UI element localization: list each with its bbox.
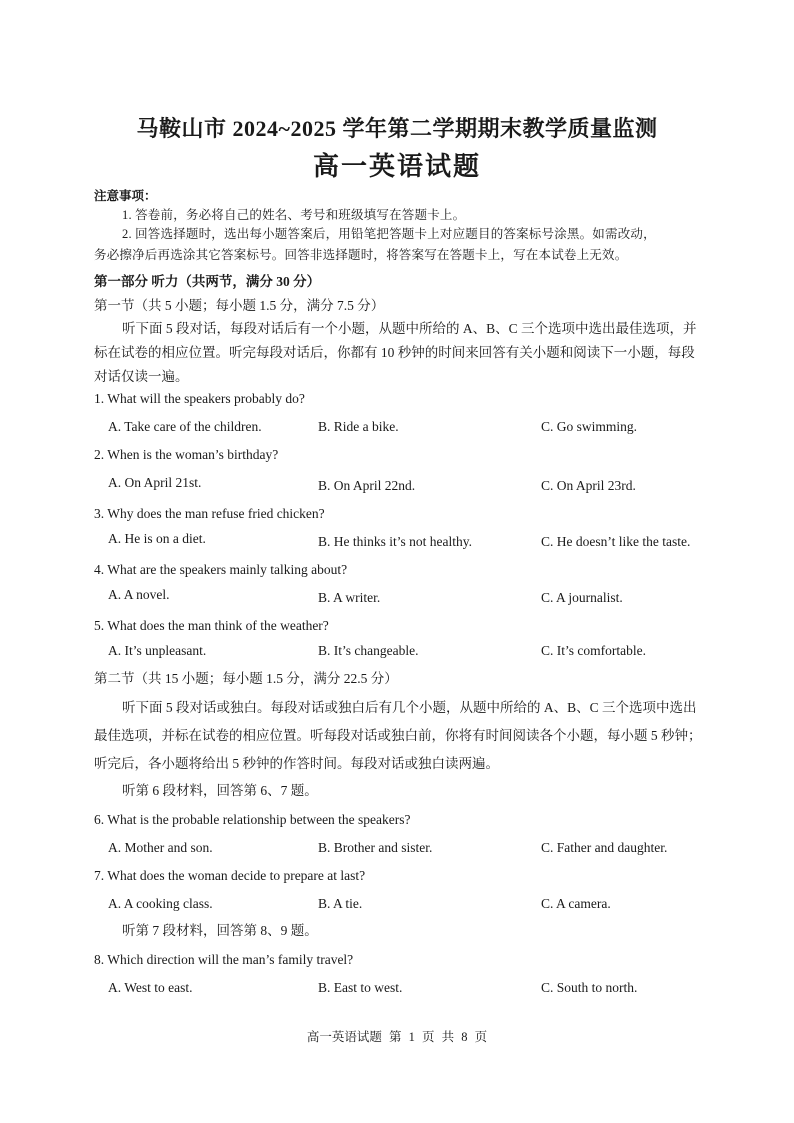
section2-instructions-text: 听下面 5 段对话或独白。每段对话或独白后有几个小题，从题中所给的 A、B、C 三个选项中选出最佳选项，并标在试卷的相应位置。听每段对话或独白前，你将有时间阅读各个小题，每小题 5 秒钟；听完后，各小题将给出 5 秒钟的作答时间。每段对话或独白读两遍。 (94, 700, 702, 771)
q8-option-b: B. East to west. (318, 980, 403, 995)
question-6: 6. What is the probable relationship between the speakers? (94, 812, 411, 827)
note-item-1: 1. 答卷前，务必将自己的姓名、考号和班级填写在答题卡上。 (122, 208, 466, 222)
question-1: 1. What will the speakers probably do? (94, 391, 305, 406)
note-item-2: 2. 回答选择题时，选出每小题答案后，用铅笔把答题卡上对应题目的答案标号涂黑。如需改动， (122, 227, 656, 241)
q5-option-a: A. It’s unpleasant. (108, 643, 207, 658)
q4-option-b: B. A writer. (318, 590, 381, 605)
page-footer: 高一英语试题 第 1 页 共 8 页 (306, 1030, 488, 1044)
section1-heading: 第一节（共 5 小题；每小题 1.5 分，满分 7.5 分） (94, 298, 385, 313)
q2-option-a: A. On April 21st. (108, 475, 202, 490)
q4-option-c: C. A journalist. (541, 590, 623, 605)
q6-option-a: A. Mother and son. (108, 840, 213, 855)
q1-option-b: B. Ride a bike. (318, 419, 399, 434)
q7-option-c: C. A camera. (541, 896, 611, 911)
q2-option-b: B. On April 22nd. (318, 478, 416, 493)
q8-option-a: A. West to east. (108, 980, 193, 995)
material-6-note: 听第 6 段材料，回答第 6、7 题。 (122, 783, 318, 798)
notes-heading: 注意事项： (94, 189, 157, 203)
q7-option-b: B. A tie. (318, 896, 363, 911)
q4-option-a: A. A novel. (108, 587, 170, 602)
note-item-2-cont: 务必擦净后再选涂其它答案标号。回答非选择题时，将答案写在答题卡上，写在本试卷上无效。 (94, 248, 628, 262)
question-4: 4. What are the speakers mainly talking about? (94, 562, 348, 577)
q6-option-b: B. Brother and sister. (318, 840, 433, 855)
section1-instructions-text: 听下面 5 段对话，每段对话后有一个小题，从题中所给的 A、B、C 三个选项中选出最佳选项，并标在试卷的相应位置。听完每段对话后，你都有 10 秒钟的时间来回答有关小题和阅读下一小题，每段对话仅读一遍。 (94, 321, 697, 384)
part1-heading: 第一部分 听力（共两节，满分 30 分） (94, 274, 321, 289)
q3-option-c: C. He doesn’t like the taste. (541, 534, 691, 549)
page-title: 马鞍山市 2024~2025 学年第二学期期末教学质量监测 (136, 116, 658, 141)
question-8: 8. Which direction will the man’s family travel? (94, 952, 354, 967)
section2-instructions (94, 694, 702, 778)
question-5: 5. What does the man think of the weather? (94, 618, 329, 633)
question-2: 2. When is the woman’s birthday? (94, 447, 279, 462)
q1-option-c: C. Go swimming. (541, 419, 638, 434)
q6-option-c: C. Father and daughter. (541, 840, 668, 855)
q5-option-b: B. It’s changeable. (318, 643, 419, 658)
q7-option-a: A. A cooking class. (108, 896, 213, 911)
q8-option-c: C. South to north. (541, 980, 638, 995)
q1-option-a: A. Take care of the children. (108, 419, 262, 434)
question-3: 3. Why does the man refuse fried chicken? (94, 506, 325, 521)
material-7-note: 听第 7 段材料，回答第 8、9 题。 (122, 923, 318, 938)
q5-option-c: C. It’s comfortable. (541, 643, 646, 658)
page-subtitle: 高一英语试题 (312, 152, 481, 181)
section1-instructions (94, 317, 702, 389)
q3-option-b: B. He thinks it’s not healthy. (318, 534, 472, 549)
question-7: 7. What does the woman decide to prepare at last? (94, 868, 366, 883)
section2-heading: 第二节（共 15 小题；每小题 1.5 分，满分 22.5 分） (94, 671, 398, 686)
q3-option-a: A. He is on a diet. (108, 531, 206, 546)
q2-option-c: C. On April 23rd. (541, 478, 636, 493)
